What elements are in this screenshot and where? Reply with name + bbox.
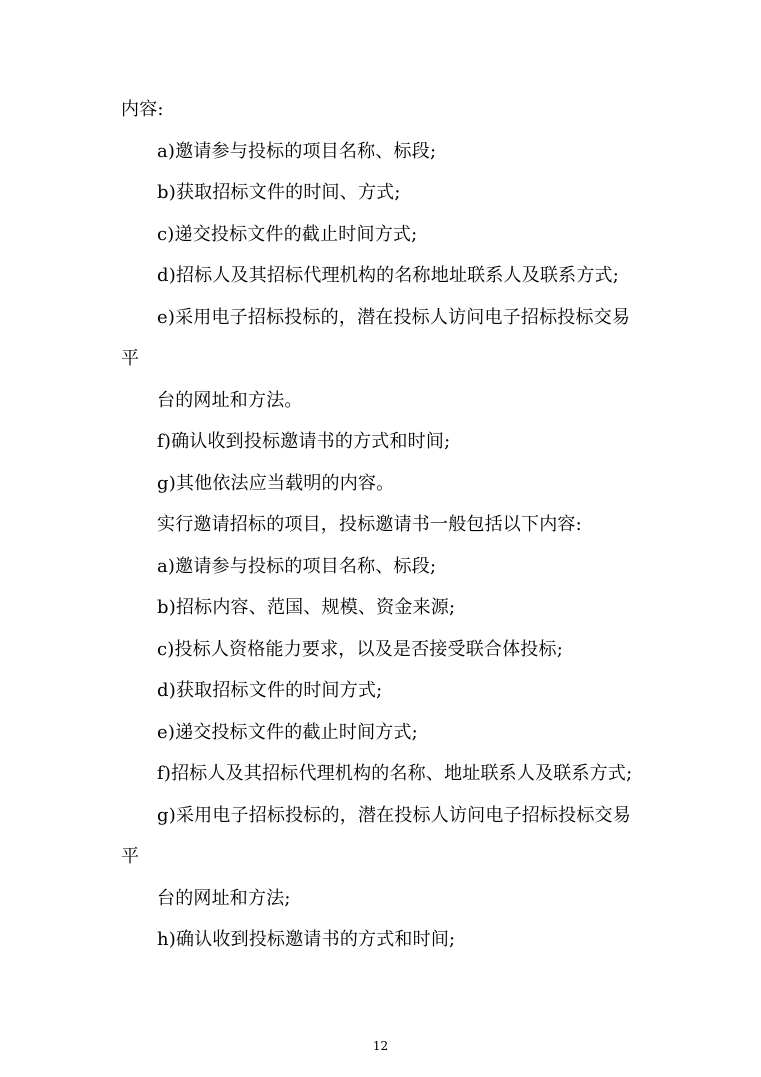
- text-line: 台的网址和方法;: [157, 888, 291, 909]
- text-line: b)获取招标文件的时间、方式;: [157, 182, 401, 203]
- text-line: a)邀请参与投标的项目名称、标段;: [157, 556, 437, 577]
- text-line: e)采用电子招标投标的，潜在投标人访问电子招标投标交易: [157, 307, 631, 328]
- page-number: 12: [372, 1039, 389, 1053]
- text-line: d)招标人及其招标代理机构的名称地址联系人及联系方式;: [157, 265, 620, 286]
- text-line: 实行邀请招标的项目，投标邀请书一般包括以下内容:: [157, 514, 582, 535]
- text-line: 内容:: [121, 99, 164, 120]
- text-line: h)确认收到投标邀请书的方式和时间;: [157, 929, 456, 950]
- text-line: 平: [121, 348, 140, 369]
- text-line: g)采用电子招标投标的，潜在投标人访问电子招标投标交易: [157, 805, 631, 826]
- text-line: g)其他依法应当载明的内容。: [157, 473, 395, 494]
- text-line: d)获取招标文件的时间方式;: [157, 680, 383, 701]
- text-line: 台的网址和方法。: [157, 390, 303, 411]
- text-line: b)招标内容、范国、规模、资金来源;: [157, 597, 456, 618]
- text-line: f)确认收到投标邀请书的方式和时间;: [157, 431, 451, 452]
- text-line: a)邀请参与投标的项目名称、标段;: [157, 141, 437, 162]
- text-line: c)递交投标文件的截止时间方式;: [157, 224, 418, 245]
- text-line: 平: [121, 846, 140, 867]
- text-line: c)投标人资格能力要求，以及是否接受联合体投标;: [157, 639, 563, 660]
- text-line: e)递交投标文件的截止时间方式;: [157, 722, 418, 743]
- text-line: f)招标人及其招标代理机构的名称、地址联系人及联系方式;: [157, 763, 633, 784]
